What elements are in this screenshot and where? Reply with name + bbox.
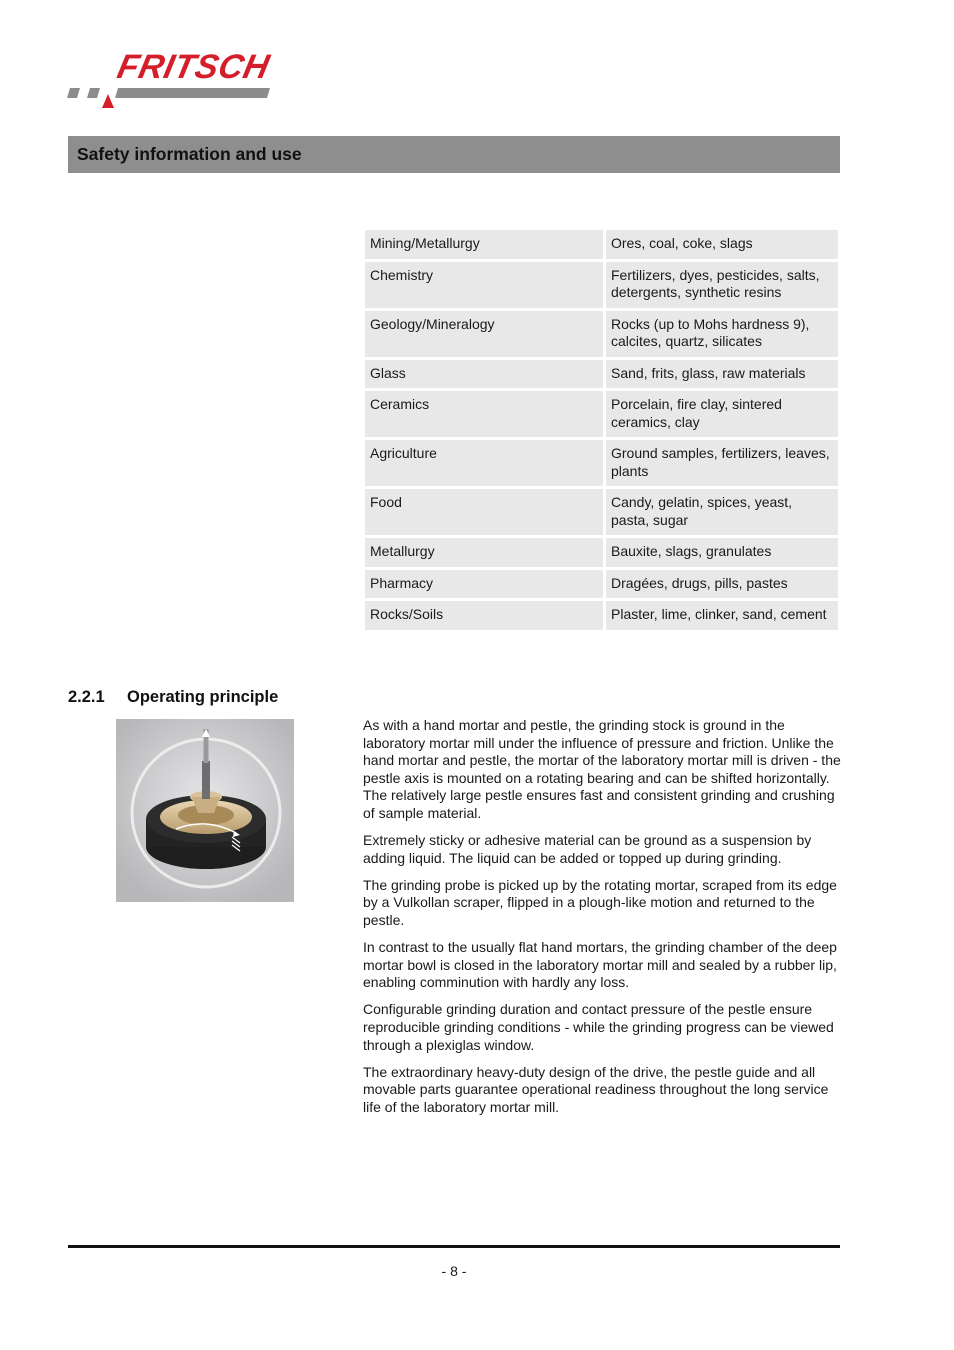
application-materials: Rocks (up to Mohs hardness 9), calcites, quartz, silicates bbox=[606, 311, 838, 357]
section-title-bar bbox=[68, 136, 840, 173]
subsection-heading bbox=[68, 688, 278, 707]
application-field: Rocks/Soils bbox=[365, 601, 603, 630]
application-field: Glass bbox=[365, 360, 603, 389]
table-row bbox=[365, 230, 838, 259]
paragraph: The grinding probe is picked up by the rotating mortar, scraped from its edge by a Vulkollan scraper, flipped in a plough-like motion and returned to the pestle. bbox=[363, 876, 837, 928]
application-materials: Porcelain, fire clay, sintered ceramics, clay bbox=[606, 391, 838, 437]
mortar-mill-illustration bbox=[116, 719, 294, 902]
application-materials: Sand, frits, glass, raw materials bbox=[606, 360, 838, 389]
table-row bbox=[365, 601, 838, 630]
page-number: - 8 - bbox=[441, 1263, 467, 1279]
application-field: Agriculture bbox=[365, 440, 603, 486]
paragraph: As with a hand mortar and pestle, the grinding stock is ground in the laboratory mortar mill under the influence of pressure and friction. Unlike the hand mortar and pestle, the mortar of the laboratory mortar mill is driven - the pestle axis is mounted on a rotating bearing and can be shifted horizontally. The relatively large pestle ensures fast and consistent grinding and crushing of sample material. bbox=[363, 717, 841, 821]
table-row bbox=[365, 570, 838, 599]
application-materials: Ores, coal, coke, slags bbox=[606, 230, 838, 259]
subsection-number: 2.2.1 bbox=[68, 688, 105, 706]
application-field: Pharmacy bbox=[365, 570, 603, 599]
paragraph: Extremely sticky or adhesive material can be ground as a suspension by adding liquid. The liquid can be added or topped up during grinding. bbox=[363, 832, 812, 866]
paragraph: In contrast to the usually flat hand mortars, the grinding chamber of the deep mortar bowl is closed in the laboratory mortar mill and sealed by a rubber lip, enabling comminution with hardly any loss. bbox=[363, 939, 837, 991]
application-materials: Fertilizers, dyes, pesticides, salts, detergents, synthetic resins bbox=[606, 262, 838, 308]
table-row bbox=[365, 440, 838, 486]
application-field: Geology/Mineralogy bbox=[365, 311, 603, 357]
application-materials: Ground samples, fertilizers, leaves, plants bbox=[606, 440, 838, 486]
application-materials: Bauxite, slags, granulates bbox=[606, 538, 838, 567]
table-row bbox=[365, 262, 838, 308]
section-title: Safety information and use bbox=[77, 144, 302, 164]
subsection-title: Operating principle bbox=[127, 688, 279, 706]
table-row bbox=[365, 311, 838, 357]
table-row bbox=[365, 360, 838, 389]
application-materials: Dragées, drugs, pills, pastes bbox=[606, 570, 838, 599]
application-field: Ceramics bbox=[365, 391, 603, 437]
table-row bbox=[365, 538, 838, 567]
footer-divider bbox=[68, 1245, 840, 1248]
application-materials: Candy, gelatin, spices, yeast, pasta, sugar bbox=[606, 489, 838, 535]
logo-wordmark: FRITSCH bbox=[114, 48, 273, 86]
application-field: Food bbox=[365, 489, 603, 535]
application-field: Metallurgy bbox=[365, 538, 603, 567]
fritsch-logo bbox=[66, 50, 286, 112]
application-field: Chemistry bbox=[365, 262, 603, 308]
operating-principle-text bbox=[363, 717, 841, 1126]
application-materials: Plaster, lime, clinker, sand, cement bbox=[606, 601, 838, 630]
applications-table bbox=[362, 227, 841, 633]
paragraph: Configurable grinding duration and contact pressure of the pestle ensure reproducible grinding conditions - while the grinding progress can be viewed through a plexiglas window. bbox=[363, 1001, 834, 1053]
table-row bbox=[365, 391, 838, 437]
application-field: Mining/Metallurgy bbox=[365, 230, 603, 259]
paragraph: The extraordinary heavy-duty design of the drive, the pestle guide and all movable parts guarantee operational readiness throughout the long service life of the laboratory mortar mill. bbox=[363, 1063, 829, 1115]
table-row bbox=[365, 489, 838, 535]
